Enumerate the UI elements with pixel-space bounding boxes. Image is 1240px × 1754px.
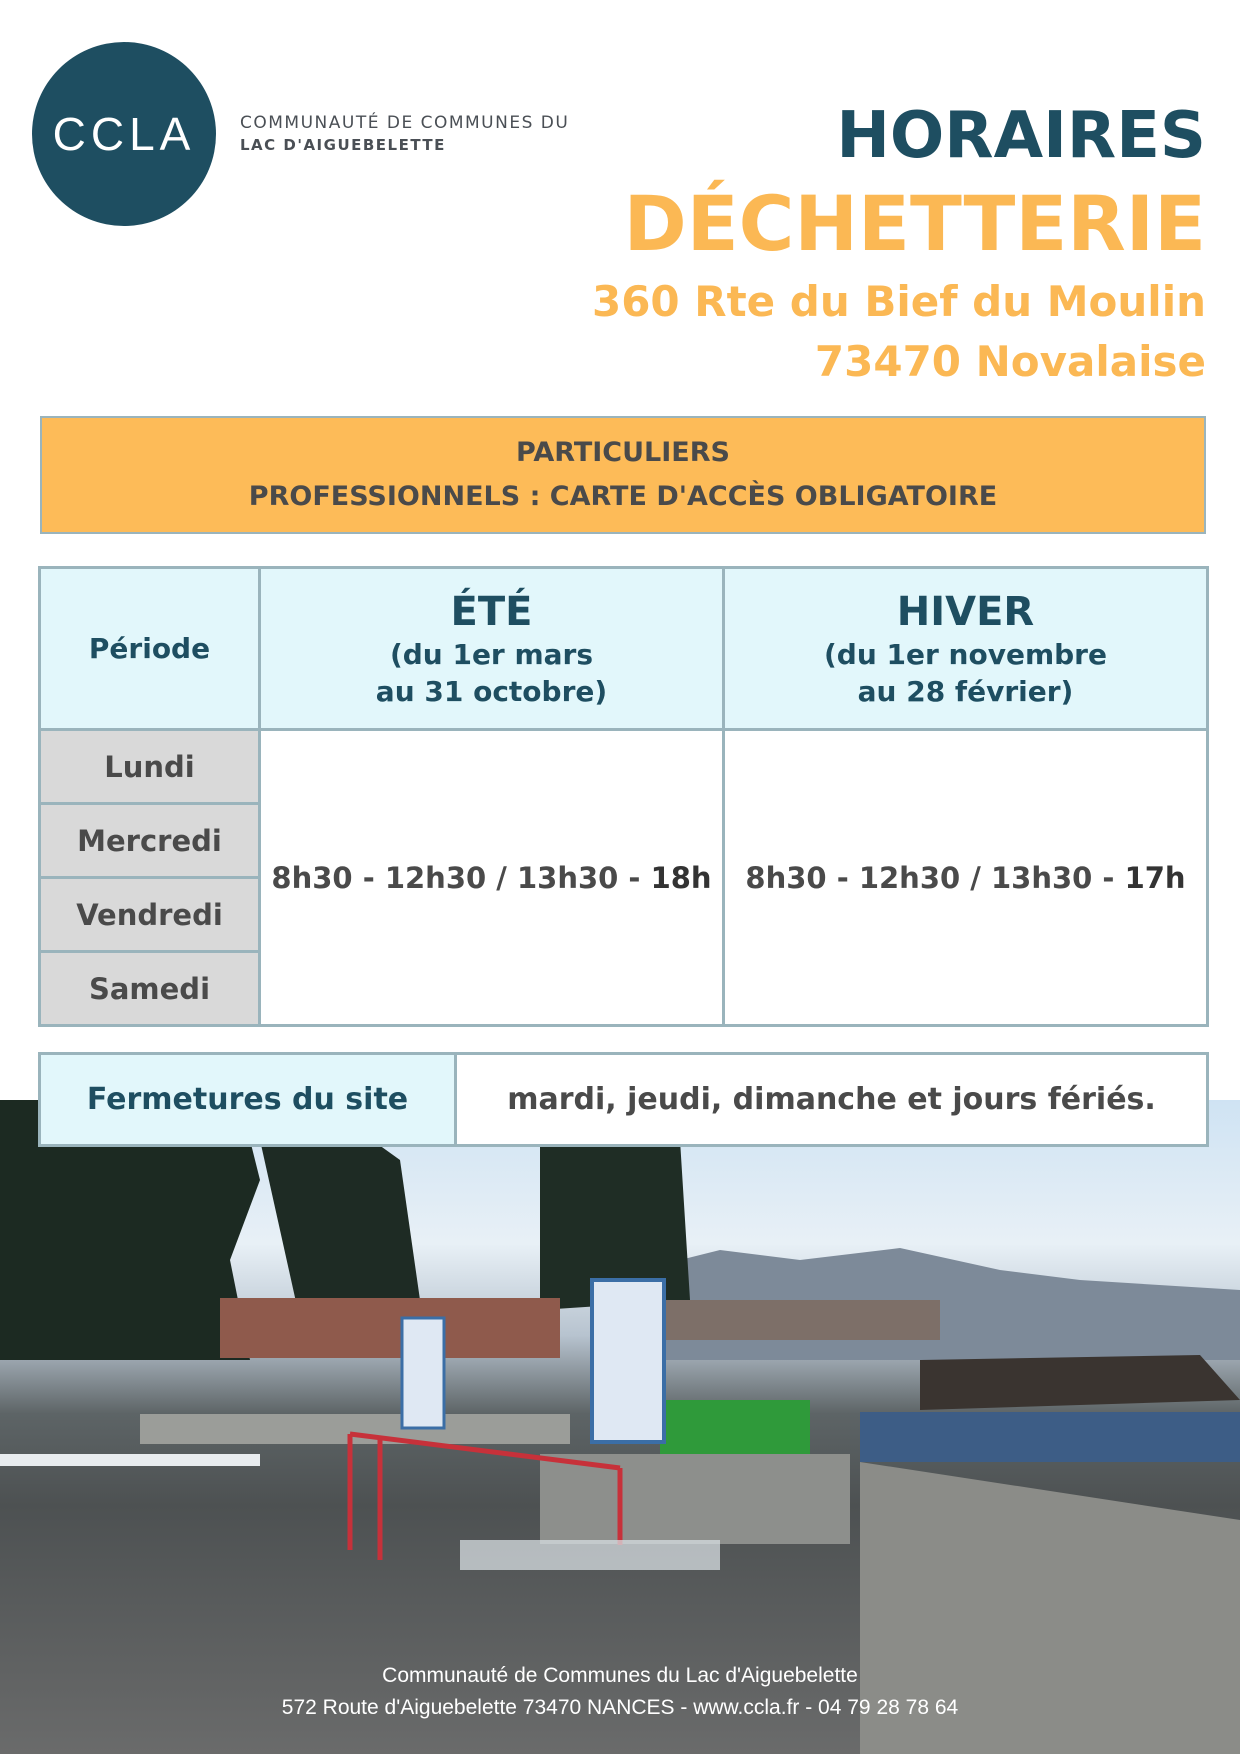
day-lundi: Lundi [40,730,260,804]
winter-range-end: au 28 février) [857,674,1074,708]
summer-range-end: au 31 octobre) [375,674,608,708]
day-mercredi: Mercredi [40,804,260,878]
blue-container [860,1412,1240,1462]
period-header: Période [40,568,260,730]
building-roof [920,1355,1240,1410]
snow-patch [460,1540,720,1570]
footer-line-1: Communauté de Communes du Lac d'Aiguebelette [382,1664,858,1687]
banner-line-2: PROFESSIONNELS : CARTE D'ACCÈS OBLIGATOIRE [248,481,998,512]
summer-hours-prefix: 8h30 - 12h30 / 13h30 - [271,860,651,895]
building-roof [660,1300,940,1340]
org-line-2: LAC D'AIGUEBELETTE [240,136,446,154]
summer-header [260,568,724,730]
concrete-wall [140,1414,570,1444]
building-roof [220,1298,560,1358]
winter-header [724,568,1208,730]
photo-illustration [0,1100,1240,1754]
closures-table [38,1052,1209,1147]
title-horaires: HORAIRES [836,99,1206,173]
decheterie-photo [0,1100,1240,1754]
title-decheterie: DÉCHETTERIE [623,179,1206,268]
green-container [660,1400,810,1455]
closures-value: mardi, jeudi, dimanche et jours fériés. [456,1054,1208,1146]
winter-hours-prefix: 8h30 - 12h30 / 13h30 - [745,860,1125,895]
info-panel [592,1280,664,1442]
footer [0,1660,1240,1724]
ccla-logo [32,42,216,226]
address-street: 360 Rte du Bief du Moulin [591,277,1206,326]
summer-hours [260,730,724,1026]
winter-hours-end: 17h [1124,860,1186,895]
summer-range-start: (du 1er mars [389,637,594,671]
winter-range-start: (du 1er novembre [824,637,1107,671]
schedule-table [38,566,1209,1027]
logo-text: CCLA [52,108,196,160]
day-vendredi: Vendredi [40,878,260,952]
banner-line-1: PARTICULIERS [516,437,730,468]
footer-line-2: 572 Route d'Aiguebelette 73470 NANCES - www.ccla.fr - 04 79 28 78 64 [281,1696,959,1719]
summer-hours-end: 18h [650,860,712,895]
snow-patch [0,1454,260,1466]
info-panel [402,1318,444,1428]
winter-hours [724,730,1208,1026]
org-line-1: COMMUNAUTÉ DE COMMUNES DU [240,113,570,133]
organization-name [240,112,569,156]
title-block [592,96,1206,392]
access-banner [40,416,1206,534]
closures-label: Fermetures du site [40,1054,456,1146]
address-city: 73470 Novalaise [814,337,1206,386]
summer-name: ÉTÉ [450,588,533,635]
winter-name: HIVER [896,588,1035,635]
concrete-wall [540,1454,850,1544]
day-samedi: Samedi [40,952,260,1026]
